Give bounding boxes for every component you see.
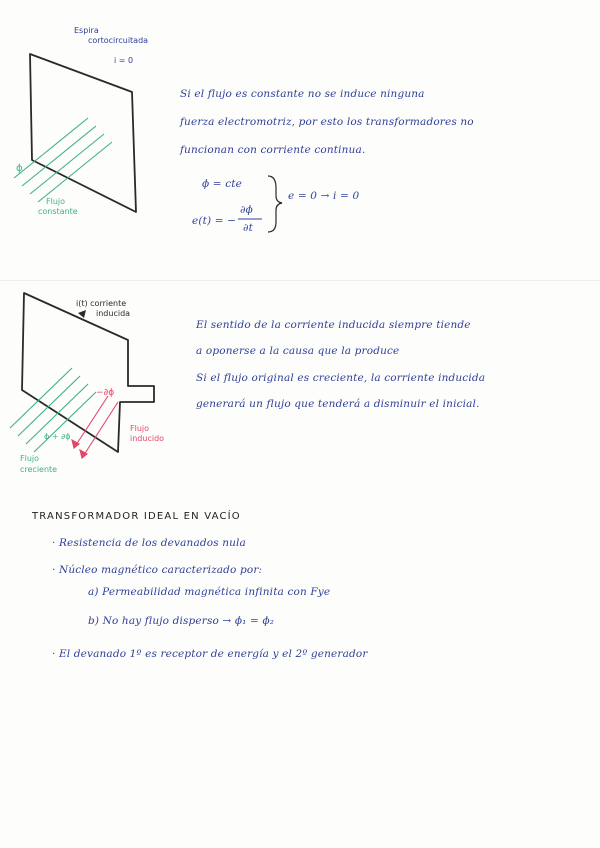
sub-item-a: a) Permeabilidad magnética infinita con Fye (88, 586, 331, 598)
bullet-2: · Núcleo magnético caracterizado por: (52, 564, 263, 576)
label-flujo-3: Flujo (20, 454, 40, 463)
sub-item-b: b) No hay flujo disperso → ϕ₁ = ϕ₂ (88, 615, 275, 627)
formula-emf-numerator: ∂ϕ (240, 204, 253, 216)
bullet-1-text: Resistencia de los devanados nula (58, 537, 246, 549)
label-phi: ϕ (16, 163, 23, 174)
label-espira: Espira (74, 26, 99, 35)
middle-paragraph-line-4: generará un flujo que tenderá a disminuir el inicial. (196, 398, 480, 410)
middle-paragraph-line-2: a oponerse a la causa que la produce (196, 345, 400, 357)
formula-result: e = 0 → i = 0 (288, 190, 360, 202)
label-constante: constante (38, 207, 78, 216)
label-creciente: creciente (20, 465, 58, 474)
middle-paragraph-line-3: Si el flujo original es creciente, la corriente inducida (196, 372, 486, 384)
formula-emf-lhs: e(t) = − (192, 215, 237, 227)
bullet-3: · El devanado 1º es receptor de energía y el 2º generador (52, 648, 368, 660)
top-paragraph-line-1: Si el flujo es constante no se induce ninguna (180, 88, 425, 100)
bullet-1: · Resistencia de los devanados nula (52, 537, 246, 549)
label-cortocircuitada: cortocircuitada (88, 36, 149, 45)
label-flujo: Flujo (46, 197, 66, 206)
label-inducida: inducida (96, 309, 131, 318)
middle-paragraph-line-1: El sentido de la corriente inducida siempre tiende (196, 319, 471, 331)
label-minus-dphi: −∂ϕ (96, 388, 115, 398)
label-phi-plus-dphi: ϕ + ∂ϕ (44, 432, 71, 441)
current-arrow (78, 310, 86, 318)
label-current-zero: i = 0 (114, 56, 134, 65)
bullet-2-text: Núcleo magnético caracterizado por: (58, 564, 263, 576)
label-flujo-2: Flujo (130, 424, 150, 433)
top-paragraph-line-3: funcionan con corriente continua. (180, 144, 366, 156)
label-current-induced: i(t) corriente (76, 299, 127, 308)
formula-emf-denominator: ∂t (243, 222, 253, 234)
section-title: TRANSFORMADOR IDEAL EN VACÍO (32, 511, 241, 522)
formula-phi-constant: ϕ = cte (202, 178, 242, 190)
top-paragraph-line-2: fuerza electromotriz, por esto los transformadores no (180, 116, 474, 128)
bullet-3-text: El devanado 1º es receptor de energía y el 2º generador (58, 648, 368, 660)
label-inducido: inducido (130, 434, 165, 443)
